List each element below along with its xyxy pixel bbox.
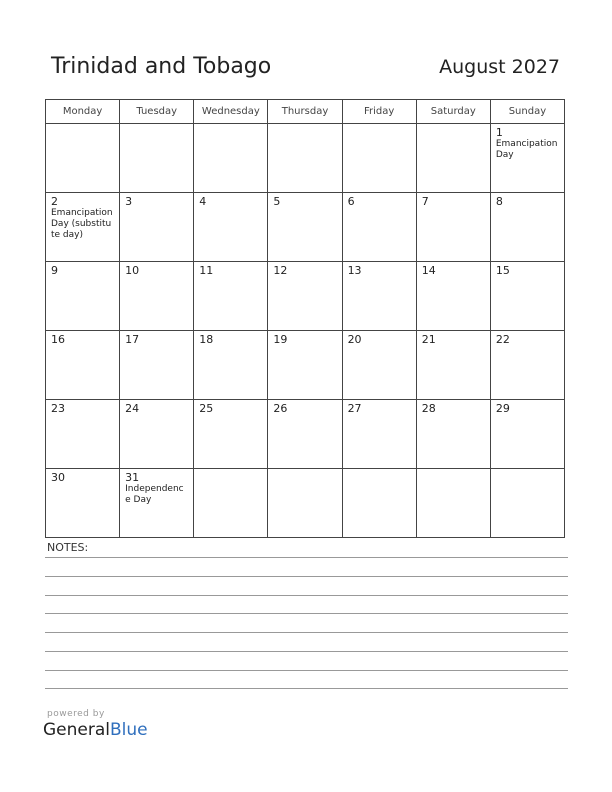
day-cell[interactable] bbox=[46, 469, 120, 538]
day-cell[interactable] bbox=[490, 193, 564, 262]
day-number: 1 bbox=[495, 126, 503, 139]
day-number: 8 bbox=[495, 195, 503, 208]
day-cell[interactable] bbox=[120, 331, 194, 400]
day-cell[interactable] bbox=[342, 124, 416, 193]
day-cell[interactable] bbox=[490, 469, 564, 538]
note-line bbox=[45, 670, 568, 671]
day-cell[interactable] bbox=[342, 400, 416, 469]
holiday-event: Emancipation Day (substitute day) bbox=[51, 208, 113, 240]
day-number: 2 bbox=[51, 195, 58, 208]
day-cell[interactable] bbox=[268, 400, 342, 469]
day-number: 30 bbox=[51, 471, 65, 484]
day-cell[interactable] bbox=[46, 262, 120, 331]
note-line bbox=[45, 651, 568, 652]
day-cell[interactable] bbox=[490, 262, 564, 331]
day-number: 26 bbox=[273, 402, 288, 415]
day-cell[interactable] bbox=[416, 193, 490, 262]
day-number: 13 bbox=[347, 264, 362, 277]
day-number: 21 bbox=[421, 333, 436, 346]
brand-part2: Blue bbox=[110, 720, 148, 740]
day-cell[interactable] bbox=[194, 262, 268, 331]
brand-part1: General bbox=[43, 720, 110, 740]
day-number: 20 bbox=[347, 333, 362, 346]
day-cell[interactable] bbox=[416, 331, 490, 400]
weekday-header: Wednesday bbox=[194, 100, 268, 124]
week-row bbox=[46, 469, 565, 538]
weekday-header: Friday bbox=[342, 100, 416, 124]
day-number: 25 bbox=[199, 402, 214, 415]
calendar-grid bbox=[45, 99, 565, 538]
powered-by-text: powered by bbox=[47, 709, 105, 719]
day-number: 22 bbox=[495, 333, 510, 346]
day-cell[interactable] bbox=[46, 124, 120, 193]
day-number: 11 bbox=[199, 264, 214, 277]
day-cell[interactable] bbox=[120, 262, 194, 331]
week-row bbox=[46, 193, 565, 262]
day-cell[interactable] bbox=[268, 193, 342, 262]
day-cell[interactable] bbox=[416, 469, 490, 538]
day-cell[interactable] bbox=[46, 331, 120, 400]
day-number: 9 bbox=[51, 264, 58, 277]
note-line bbox=[45, 613, 568, 614]
day-number: 17 bbox=[125, 333, 140, 346]
day-number: 29 bbox=[495, 402, 510, 415]
calendar-month-title: August 2027 bbox=[439, 56, 560, 78]
day-cell[interactable] bbox=[342, 262, 416, 331]
day-number: 31 bbox=[125, 471, 140, 484]
notes-label: NOTES: bbox=[47, 541, 89, 554]
day-cell[interactable] bbox=[490, 400, 564, 469]
day-cell[interactable] bbox=[120, 469, 194, 538]
day-number: 4 bbox=[199, 195, 207, 208]
day-cell[interactable] bbox=[120, 193, 194, 262]
holiday-event: Emancipation Day bbox=[495, 139, 558, 160]
weekday-header: Thursday bbox=[268, 100, 342, 124]
day-cell[interactable] bbox=[416, 400, 490, 469]
day-number: 23 bbox=[51, 402, 65, 415]
day-number: 27 bbox=[347, 402, 362, 415]
day-cell[interactable] bbox=[416, 262, 490, 331]
day-number: 16 bbox=[51, 333, 65, 346]
week-row bbox=[46, 400, 565, 469]
day-cell[interactable] bbox=[194, 400, 268, 469]
weekday-header: Saturday bbox=[416, 100, 490, 124]
note-line bbox=[45, 576, 568, 577]
day-cell[interactable] bbox=[194, 124, 268, 193]
day-cell[interactable] bbox=[194, 469, 268, 538]
day-number: 7 bbox=[421, 195, 429, 208]
note-line bbox=[45, 688, 568, 689]
day-cell[interactable] bbox=[490, 124, 564, 193]
day-cell[interactable] bbox=[268, 331, 342, 400]
day-number: 15 bbox=[495, 264, 510, 277]
weekday-header: Sunday bbox=[490, 100, 564, 124]
week-row bbox=[46, 124, 565, 193]
week-row bbox=[46, 262, 565, 331]
day-number: 5 bbox=[273, 195, 281, 208]
day-number: 6 bbox=[347, 195, 355, 208]
calendar-country-title: Trinidad and Tobago bbox=[51, 54, 272, 79]
day-cell[interactable] bbox=[268, 262, 342, 331]
day-cell[interactable] bbox=[268, 124, 342, 193]
weekday-header: Monday bbox=[46, 100, 120, 124]
day-number: 24 bbox=[125, 402, 140, 415]
note-line bbox=[45, 557, 568, 558]
holiday-event: Independence Day bbox=[125, 484, 184, 505]
day-cell[interactable] bbox=[268, 469, 342, 538]
day-cell[interactable] bbox=[490, 331, 564, 400]
note-line bbox=[45, 595, 568, 596]
day-cell[interactable] bbox=[342, 193, 416, 262]
day-number: 28 bbox=[421, 402, 436, 415]
day-cell[interactable] bbox=[194, 193, 268, 262]
generalblue-logo[interactable] bbox=[43, 720, 148, 740]
day-number: 12 bbox=[273, 264, 288, 277]
day-number: 3 bbox=[125, 195, 133, 208]
day-cell[interactable] bbox=[416, 124, 490, 193]
day-number: 14 bbox=[421, 264, 436, 277]
note-line bbox=[45, 632, 568, 633]
day-number: 10 bbox=[125, 264, 140, 277]
day-cell[interactable] bbox=[46, 193, 120, 262]
day-cell[interactable] bbox=[120, 400, 194, 469]
day-cell[interactable] bbox=[194, 331, 268, 400]
day-cell[interactable] bbox=[342, 469, 416, 538]
weekday-header-row bbox=[46, 100, 565, 124]
weekday-header: Tuesday bbox=[120, 100, 194, 124]
day-cell[interactable] bbox=[342, 331, 416, 400]
day-cell[interactable] bbox=[46, 400, 120, 469]
day-number: 19 bbox=[273, 333, 288, 346]
day-number: 18 bbox=[199, 333, 214, 346]
week-row bbox=[46, 331, 565, 400]
day-cell[interactable] bbox=[120, 124, 194, 193]
